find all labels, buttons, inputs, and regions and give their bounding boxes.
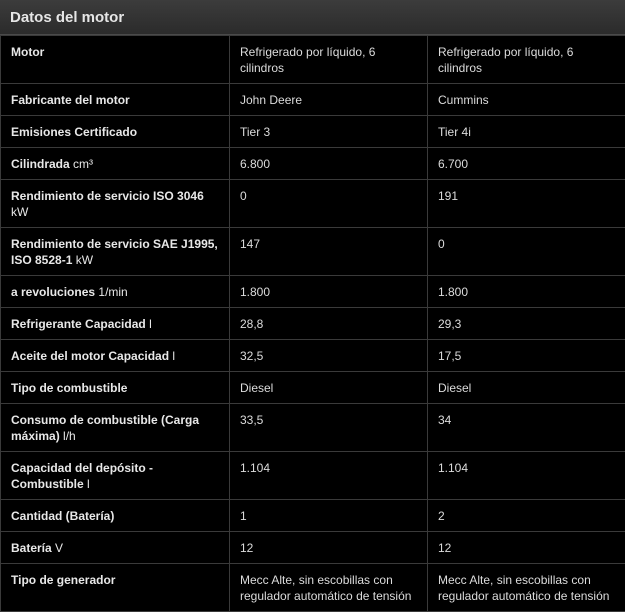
table-row	[1, 372, 625, 404]
row-label	[1, 372, 230, 404]
table-row	[1, 500, 625, 532]
row-label	[1, 84, 230, 116]
value-model-1: 0	[230, 180, 428, 228]
row-label	[1, 404, 230, 452]
value-model-2: Refrigerado por líquido, 6 cilindros	[428, 36, 625, 84]
value-model-1: 147	[230, 228, 428, 276]
row-label-text: Rendimiento de servicio SAE J1995, ISO 8528-1	[11, 237, 218, 267]
value-model-1: 1.800	[230, 276, 428, 308]
value-model-1: Diesel	[230, 372, 428, 404]
table-row	[1, 116, 625, 148]
row-unit: l/h	[63, 429, 76, 443]
row-label	[1, 340, 230, 372]
panel-title: Datos del motor	[10, 9, 124, 26]
row-unit: cm³	[73, 157, 93, 171]
row-label	[1, 564, 230, 612]
row-label-text: Fabricante del motor	[11, 93, 130, 107]
value-model-1: 32,5	[230, 340, 428, 372]
row-label	[1, 452, 230, 500]
table-row	[1, 36, 625, 84]
value-model-2: Cummins	[428, 84, 625, 116]
row-label-text: Refrigerante Capacidad	[11, 317, 146, 331]
value-model-2: 17,5	[428, 340, 625, 372]
value-model-1: Refrigerado por líquido, 6 cilindros	[230, 36, 428, 84]
value-model-2: 1.104	[428, 452, 625, 500]
row-label-text: Motor	[11, 45, 44, 59]
row-label	[1, 532, 230, 564]
table-row	[1, 84, 625, 116]
table-row	[1, 148, 625, 180]
row-unit: l	[172, 349, 175, 363]
value-model-2: 191	[428, 180, 625, 228]
table-row	[1, 340, 625, 372]
value-model-2: Mecc Alte, sin escobillas con regulador automático de tensión	[428, 564, 625, 612]
table-row	[1, 404, 625, 452]
value-model-1: 33,5	[230, 404, 428, 452]
row-label-text: Aceite del motor Capacidad	[11, 349, 169, 363]
table-row	[1, 180, 625, 228]
row-label-text: Emisiones Certificado	[11, 125, 137, 139]
value-model-1: 28,8	[230, 308, 428, 340]
value-model-2: 29,3	[428, 308, 625, 340]
row-unit: l	[87, 477, 90, 491]
row-label-text: Capacidad del depósito -Combustible	[11, 461, 153, 491]
row-label-text: Cantidad (Batería)	[11, 509, 114, 523]
value-model-2: 2	[428, 500, 625, 532]
value-model-1: 1	[230, 500, 428, 532]
value-model-2: Diesel	[428, 372, 625, 404]
row-label	[1, 116, 230, 148]
row-label	[1, 228, 230, 276]
value-model-1: Tier 3	[230, 116, 428, 148]
value-model-1: 6.800	[230, 148, 428, 180]
table-row	[1, 228, 625, 276]
row-label-text: Tipo de generador	[11, 573, 115, 587]
row-label-text: Consumo de combustible (Carga máxima)	[11, 413, 199, 443]
panel-title-bar	[0, 0, 625, 35]
row-label	[1, 500, 230, 532]
row-label	[1, 276, 230, 308]
value-model-2: 34	[428, 404, 625, 452]
engine-data-table	[0, 35, 625, 612]
table-row	[1, 452, 625, 500]
table-row	[1, 532, 625, 564]
row-unit: kW	[76, 253, 93, 267]
value-model-1: 12	[230, 532, 428, 564]
row-label-text: a revoluciones	[11, 285, 95, 299]
value-model-2: 12	[428, 532, 625, 564]
value-model-2: 6.700	[428, 148, 625, 180]
value-model-1: 1.104	[230, 452, 428, 500]
row-label-text: Tipo de combustible	[11, 381, 127, 395]
row-unit: 1/min	[98, 285, 127, 299]
row-label	[1, 180, 230, 228]
row-unit: l	[149, 317, 152, 331]
value-model-1: John Deere	[230, 84, 428, 116]
table-row	[1, 564, 625, 612]
table-row	[1, 276, 625, 308]
row-label	[1, 308, 230, 340]
table-row	[1, 308, 625, 340]
value-model-1: Mecc Alte, sin escobillas con regulador automático de tensión	[230, 564, 428, 612]
row-label-text: Batería	[11, 541, 52, 555]
row-label	[1, 36, 230, 84]
row-label-text: Rendimiento de servicio ISO 3046	[11, 189, 204, 203]
value-model-2: 1.800	[428, 276, 625, 308]
row-label	[1, 148, 230, 180]
row-unit: kW	[11, 205, 28, 219]
value-model-2: Tier 4i	[428, 116, 625, 148]
row-label-text: Cilindrada	[11, 157, 70, 171]
row-unit: V	[55, 541, 63, 555]
value-model-2: 0	[428, 228, 625, 276]
